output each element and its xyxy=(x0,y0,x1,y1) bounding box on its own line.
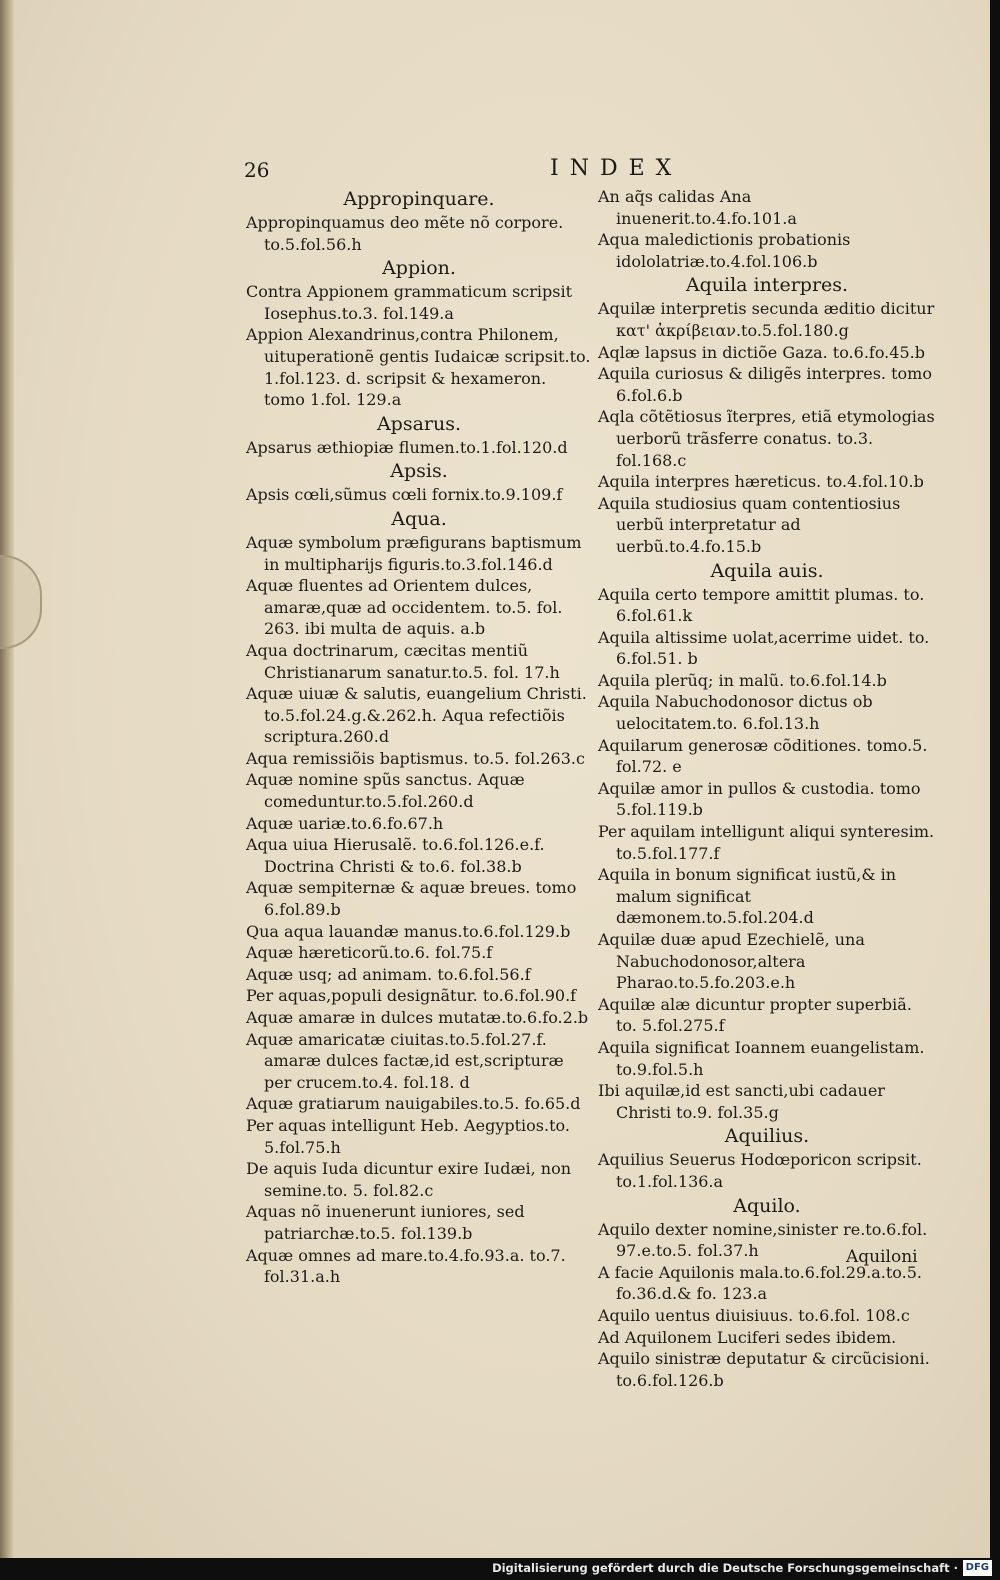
index-heading: Aquila interpres. xyxy=(685,274,849,297)
index-entry: Ad Aquilonem Luciferi sedes ibidem. xyxy=(598,1327,897,1347)
index-entry: Aqlæ lapsus in dictiõe Gaza. to.6.fo.45.b xyxy=(598,342,925,362)
index-entry: Aquila significat Ioannem euangelistam. to.9.fol.5.h xyxy=(598,1037,925,1079)
index-entry: Per aquas,populi designãtur. to.6.fol.90.f xyxy=(246,986,577,1006)
index-entry: Aqua uiua Hierusalẽ. to.6.fol.126.e.f. Doctrina Christi & to.6. fol.38.b xyxy=(246,835,545,876)
index-entry: Aquæ gratiarum nauigabiles.to.5. fo.65.d xyxy=(246,1094,581,1114)
index-entry: Aquilo sinistræ deputatur & circũcisioni. to.6.fol.126.b xyxy=(598,1349,930,1390)
index-entry: Aquila certo tempore amittit plumas. to. 6.fol.61.k xyxy=(598,584,925,626)
index-entry: De aquis Iuda dicuntur exire Iudæi, non semine.to. 5. fol.82.c xyxy=(246,1159,572,1200)
index-entry: Aquila interpres hæreticus. to.4.fol.10.b xyxy=(598,472,924,492)
index-entry: Aquæ uariæ.to.6.fo.67.h xyxy=(246,813,444,833)
index-entry: Aquæ symbolum præfigurans baptismum in multipharijs figuris.to.3.fol.146.d xyxy=(246,532,582,574)
index-heading: Apsarus. xyxy=(376,412,462,435)
index-column-right xyxy=(598,186,936,1391)
index-entry: Aquæ hæreticorũ.to.6. fol.75.f xyxy=(246,943,493,963)
index-heading: Apsis. xyxy=(390,460,448,483)
page-number: 26 xyxy=(244,158,270,182)
index-heading: Appropinquare. xyxy=(343,188,495,210)
index-column-left xyxy=(246,186,592,1288)
index-entry: Aquæ nomine spũs sanctus. Aquæ comeduntur.to.5.fol.260.d xyxy=(246,770,525,812)
catchword: Aquiloni xyxy=(846,1247,918,1267)
index-entry: Aquæ uiuæ & salutis, euangelium Christi. to.5.fol.24.g.&.262.h. Aqua refectiõis scriptura.260.d xyxy=(246,684,587,747)
running-head: INDEX xyxy=(550,156,683,181)
index-entry: Aqla cõtẽtiosus ĩterpres, etiã etymologias uerborũ trãsferre conatus. to.3. fol.168.c xyxy=(598,407,935,470)
index-entry: Aquas nõ inuenerunt iuniores, sed patriarchæ.to.5. fol.139.b xyxy=(246,1202,525,1243)
index-entry: Ibi aquilæ,id est sancti,ubi cadauer Christi to.9. fol.35.g xyxy=(598,1081,885,1122)
index-entry: Aquæ amaræ in dulces mutatæ.to.6.fo.2.b xyxy=(246,1008,589,1027)
index-entry: Aquila in bonum significat iustũ,& in malum significat dæmonem.to.5.fol.204.d xyxy=(598,865,897,928)
index-entry: Aquilæ alæ dicuntur propter superbiã. to. 5.fol.275.f xyxy=(598,994,912,1036)
index-entry: Per aquas intelligunt Heb. Aegyptios.to. 5.fol.75.h xyxy=(246,1115,570,1157)
index-entry: Aqua remissiõis baptismus. to.5. fol.263.c xyxy=(246,748,585,768)
index-entry: Aquilo uentus diuisiuus. to.6.fol. 108.c xyxy=(598,1305,910,1325)
index-entry: Aquila studiosius quam contentiosius uerbũ interpretatur ad uerbũ.to.4.fo.15.b xyxy=(598,493,901,556)
footer-credit: Digitalisierung gefördert durch die Deutsche Forschungsgemeinschaft · xyxy=(492,1561,958,1575)
dfg-logo: DFG xyxy=(963,1560,992,1576)
index-heading: Appion. xyxy=(382,257,456,280)
index-entry: Aquilæ duæ apud Ezechielẽ, una Nabuchodonosor,altera Pharao.to.5.fo.203.e.h xyxy=(598,930,865,993)
index-entry: Aquilæ amor in pullos & custodia. tomo 5.fol.119.b xyxy=(598,778,921,820)
index-entry: Aquæ omnes ad mare.to.4.fo.93.a. to.7. fol.31.a.h xyxy=(246,1245,566,1287)
index-entry: Per aquilam intelligunt aliqui synteresim. to.5.fol.177.f xyxy=(598,822,935,863)
index-heading: Aquila auis. xyxy=(710,559,824,582)
index-entry: Aquæ amaricatæ ciuitas.to.5.fol.27.f. amaræ dulces factæ,id est,scripturæ per crucem.to.4. fol.18. d xyxy=(246,1029,564,1092)
index-entry: Aquæ usq; ad animam. to.6.fol.56.f xyxy=(246,964,531,984)
index-entry: Apsarus æthiopiæ flumen.to.1.fol.120.d xyxy=(246,437,568,457)
index-entry: Aquilæ interpretis secunda æditio dicitur κατ' ἀκρίβειαν.to.5.fol.180.g xyxy=(598,299,935,340)
index-entry: Aquæ sempiternæ & aquæ breues. tomo 6.fol.89.b xyxy=(246,878,577,920)
index-entry: Aquila curiosus & diligẽs interpres. tomo 6.fol.6.b xyxy=(598,364,932,405)
index-entry: Aquila Nabuchodonosor dictus ob uelocitatem.to. 6.fol.13.h xyxy=(598,692,873,734)
index-entry: Aquilarum generosæ cõditiones. tomo.5. fol.72. e xyxy=(598,735,928,777)
index-entry: A facie Aquilonis mala.to.6.fol.29.a.to.5. fo.36.d.& fo. 123.a xyxy=(598,1262,922,1304)
index-entry: Aquilius Seuerus Hodœporicon scripsit. to.1.fol.136.a xyxy=(598,1150,922,1191)
index-heading: Aquilo. xyxy=(733,1194,801,1217)
index-entry: Aqua maledictionis probationis idololatriæ.to.4.fol.106.b xyxy=(598,230,851,271)
index-entry: Appion Alexandrinus,contra Philonem, uituperationẽ gentis Iudaicæ scripsit.to. 1.fol.123. d. scripsit & hexameron. tomo 1.fol. 129.a xyxy=(246,325,591,410)
index-entry: Aquæ fluentes ad Orientem dulces, amaræ,quæ ad occidentem. to.5. fol. 263. ibi multa de aquis. a.b xyxy=(246,576,563,639)
digitization-footer xyxy=(0,1558,1000,1580)
page-gutter xyxy=(0,0,14,1558)
index-entry: An aq̃s calidas Ana inuenerit.to.4.fo.101.a xyxy=(598,187,797,228)
index-heading: Aqua. xyxy=(391,507,447,530)
index-entry: Appropinquamus deo mẽte nõ corpore. to.5.fol.56.h xyxy=(246,213,564,254)
index-entry: Contra Appionem grammaticum scripsit Iosephus.to.3. fol.149.a xyxy=(246,282,573,323)
index-entry: Aquila plerũq; in malũ. to.6.fol.14.b xyxy=(598,670,887,690)
index-entry: Qua aqua lauandæ manus.to.6.fol.129.b xyxy=(246,921,571,941)
index-entry: Aquila altissime uolat,acerrime uidet. to. 6.fol.51. b xyxy=(598,627,930,669)
index-entry: Aquilo dexter nomine,sinister re.to.6.fol. 97.e.to.5. fol.37.h xyxy=(598,1219,928,1261)
index-entry: Aqua doctrinarum, cæcitas mentiũ Christianarum sanatur.to.5. fol. 17.h xyxy=(246,640,560,682)
page-fold-tab xyxy=(0,555,42,649)
index-entry: Apsis cœli,sũmus cœli fornix.to.9.109.f xyxy=(246,485,563,505)
index-heading: Aquilius. xyxy=(724,1125,810,1148)
